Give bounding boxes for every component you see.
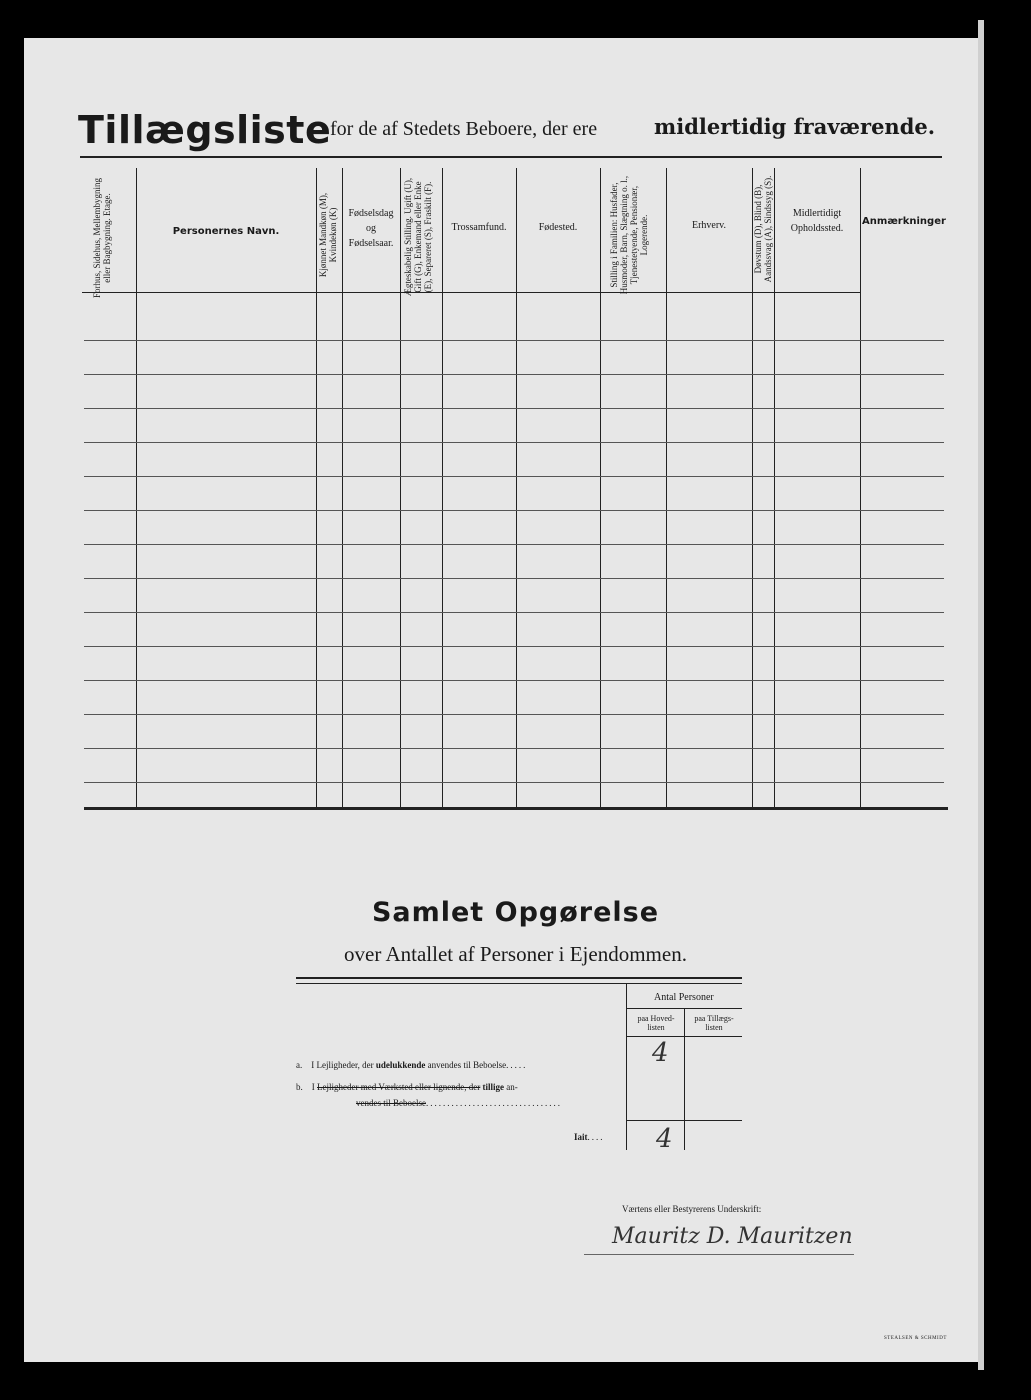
row-line bbox=[84, 714, 944, 715]
row-line bbox=[84, 510, 944, 511]
summary-col-line bbox=[684, 1008, 685, 1150]
summary-total-rule bbox=[626, 1120, 742, 1121]
summary-top-rule-2 bbox=[296, 983, 742, 984]
col-line bbox=[400, 168, 401, 808]
col-line bbox=[442, 168, 443, 808]
col-line bbox=[316, 168, 317, 808]
total-row: Iait.... bbox=[574, 1132, 605, 1142]
row-b-prefix: b. bbox=[296, 1082, 303, 1092]
row-a-value: 4 bbox=[652, 1038, 669, 1068]
row-b-text1: I bbox=[311, 1082, 315, 1092]
row-line bbox=[84, 442, 944, 443]
total-value: 4 bbox=[656, 1124, 673, 1154]
header-sex: Kjønnet Mandkøn (M), Kvindekøn (K) bbox=[318, 192, 338, 278]
header-family-position: Stilling i Familien: Husfader, Husmoder, Barn, Slægtning o. l., Tjenestetyende, Pensionær, Logerende. bbox=[609, 175, 649, 295]
header-rule bbox=[82, 292, 860, 293]
col-line bbox=[136, 168, 137, 808]
summary-group-rule bbox=[626, 1008, 742, 1009]
page-edge bbox=[978, 20, 984, 1370]
header-religion: Trossamfund. bbox=[451, 222, 507, 233]
row-line bbox=[84, 476, 944, 477]
summary-top-rule bbox=[296, 977, 742, 979]
row-b-line bbox=[296, 1082, 518, 1092]
summary-col-group: Antal Personer bbox=[654, 992, 714, 1003]
row-b-bold: tillige bbox=[482, 1082, 505, 1092]
col-line bbox=[666, 168, 667, 808]
form-subtitle: for de af Stedets Beboere, der ere bbox=[330, 118, 598, 140]
header-disability: Døvstum (D), Blind (B), Aandssvag (A), Sindssyg (S). bbox=[753, 175, 773, 283]
form-subtitle-bold: midlertidig fraværende. bbox=[654, 114, 936, 139]
row-line bbox=[84, 680, 944, 681]
summary-subtitle: over Antallet af Personer i Ejendommen. bbox=[344, 942, 687, 966]
row-a-line: a. I Lejligheder, der udelukkende anvendes til Beboelse..... bbox=[296, 1060, 528, 1070]
total-label: Iait bbox=[574, 1132, 588, 1142]
summary-col-main: paa Hoved- listen bbox=[637, 1014, 675, 1032]
row-a-prefix: a. bbox=[296, 1060, 303, 1070]
row-line bbox=[84, 646, 944, 647]
row-line bbox=[84, 340, 944, 341]
row-line bbox=[84, 748, 944, 749]
form-title: Tillægsliste bbox=[78, 108, 332, 152]
title-rule bbox=[80, 156, 942, 158]
row-line bbox=[84, 578, 944, 579]
header-name: Personernes Navn. bbox=[172, 226, 280, 237]
row-line bbox=[84, 374, 944, 375]
row-line bbox=[84, 782, 944, 783]
signature-label: Værtens eller Bestyrerens Underskrift: bbox=[622, 1204, 762, 1214]
header-remarks: Anmærkninger bbox=[862, 216, 946, 227]
summary-header-rule bbox=[626, 1036, 742, 1037]
row-b-line2: vendes til Beboelse................................ bbox=[356, 1098, 562, 1108]
row-a-text1: I Lejligheder, der bbox=[311, 1060, 374, 1070]
summary-title: Samlet Opgørelse bbox=[371, 897, 660, 928]
signature: Mauritz D. Mauritzen bbox=[612, 1224, 853, 1249]
header-birthplace: Fødested. bbox=[538, 222, 578, 233]
row-b-strike: Lejligheder med Værksted eller lignende, der bbox=[317, 1082, 481, 1092]
row-b-text2: an- bbox=[506, 1082, 518, 1092]
row-line bbox=[84, 408, 944, 409]
col-line bbox=[600, 168, 601, 808]
row-line bbox=[84, 544, 944, 545]
col-line bbox=[342, 168, 343, 808]
col-line bbox=[860, 168, 861, 808]
header-building: Forhus, Sidehus, Mellembygning eller Bagbygning. Etage. bbox=[92, 177, 112, 298]
col-line bbox=[516, 168, 517, 808]
header-temporary-residence: Midlertidigt Opholdssted. bbox=[790, 208, 844, 234]
summary-col-supplement: paa Tillægs- listen bbox=[694, 1014, 734, 1032]
signature-line bbox=[584, 1254, 854, 1255]
row-b-line2-text: vendes til Beboelse bbox=[356, 1098, 426, 1108]
header-birth: Fødselsdag og Fødselsaar. bbox=[348, 208, 394, 249]
row-line bbox=[84, 612, 944, 613]
header-marital: Ægteskabelig Stilling. Ugift (U), Gift (G), Enkemand eller Enke (E), Separeret (S), Fraskilt (F). bbox=[403, 177, 433, 297]
row-a-bold: udelukkende bbox=[375, 1060, 426, 1070]
row-a-text2: anvendes til Beboelse bbox=[427, 1060, 507, 1070]
header-occupation: Erhverv. bbox=[691, 220, 727, 231]
printer-mark: STEALSEN & SCHMIDT bbox=[884, 1336, 947, 1341]
